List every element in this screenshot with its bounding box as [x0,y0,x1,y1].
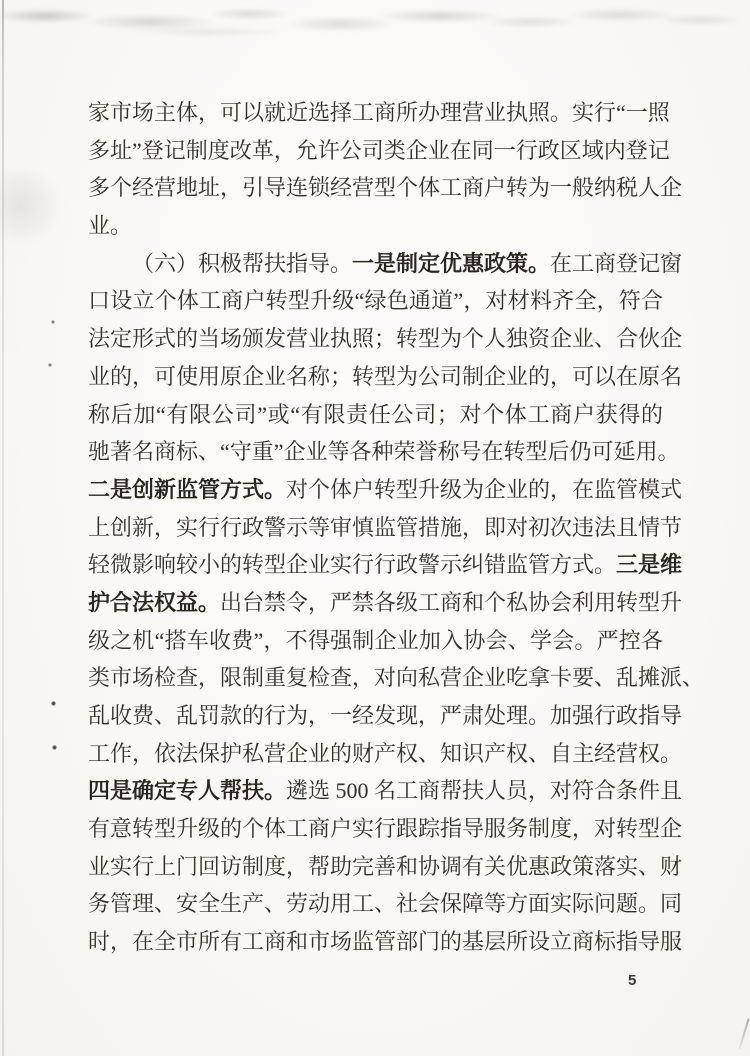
line-segment: 有意转型升级的个体工商户实行跟踪指导服务制度，对转型企 [88,816,683,842]
text-line [88,169,683,207]
line-segment-bold: 三是维 [616,552,683,578]
text-line [88,697,683,735]
text-line [88,471,683,509]
text-line [88,622,663,660]
text-line [88,320,683,358]
text-line [88,735,683,773]
page-number: 5 [628,972,638,989]
text-line [88,923,683,961]
text-line [88,358,683,396]
scan-crease [738,1018,749,1049]
text-line [88,772,683,810]
line-segment: 驰著名商标、“守重”企业等各种荣誉称号在转型后仍可延用。 [88,439,680,465]
text-line [88,885,683,923]
line-segment: 乱收费、乱罚款的行为，一经发现，严肃处理。加强行政指导 [88,703,683,728]
text-line [88,659,705,697]
line-segment-bold: 四是确定专人帮扶。 [88,778,287,804]
line-segment: 出台禁令，严禁各级工商和个私协会利用转型升 [220,589,683,615]
scan-smudge-left [0,170,70,240]
line-segment: 时，在全市所有工商和市场监管部门的基层所设立商标指导服 [88,929,683,955]
line-segment: 级之机“搭车收费”，不得强制企业加入协会、学会。严控各 [88,627,663,653]
ink-dot [51,320,55,324]
ink-dot [48,363,52,367]
line-segment: 家市场主体，可以就近选择工商所办理营业执照。实行“一照 [88,100,670,125]
text-line [88,546,683,584]
line-segment: 类市场检查，限制重复检查，对向私营企业吃拿卡要、乱摊派、 [88,665,705,691]
text-line [88,848,683,886]
line-segment-bold: 二是创新监管方式。 [88,476,287,502]
line-segment: 多个经营地址，引导连锁经营型个体工商户转为一般纳税人企 [88,175,683,201]
text-line [88,509,683,547]
line-segment: 轻微影响较小的转型企业实行行政警示纠错监管方式。 [88,552,617,578]
text-line [88,433,680,471]
text-line [88,810,683,848]
line-segment: 上创新，实行行政警示等审慎监管措施，即对初次违法且情节 [88,514,683,540]
body-text [88,94,705,961]
scan-smudge-top [0,2,750,42]
line-segment: 对个体户转型升级为企业的，在监管模式 [286,476,683,502]
line-segment: 工作，依法保护私营企业的财产权、知识产权、自主经营权。 [88,740,683,766]
text-line [88,132,670,170]
line-segment: 在工商登记窗 [550,250,683,276]
line-segment: 业。 [88,213,133,239]
line-segment: 务管理、安全生产、劳动用工、社会保障等方面实际问题。同 [88,891,683,917]
line-segment: 业实行上门回访制度，帮助完善和协调有关优惠政策落实、财 [88,853,683,879]
line-segment-bold: 护合法权益。 [88,589,221,615]
line-segment: 多址”登记制度改革，允许公司类企业在同一行政区域内登记 [88,137,670,163]
line-segment: （六）积极帮扶指导。 [132,250,353,276]
line-segment: 口设立个体工商户转型升级“绿色通道”，对材料齐全，符合 [88,288,663,314]
text-line [88,207,663,245]
line-segment-bold: 一是制定优惠政策。 [352,250,551,276]
text-line-section-heading [88,245,683,283]
text-line [88,282,663,320]
ink-dot [52,745,57,750]
line-segment: 法定形式的当场颁发营业执照；转型为个人独资企业、合伙企 [88,326,683,352]
line-segment: 称后加“有限公司”或“有限责任公司；对个体工商户获得的 [88,401,663,427]
line-segment: 遴选 500 名工商帮扶人员，对符合条件且 [286,778,683,804]
text-line [88,94,670,132]
scan-edge-line [2,0,4,1056]
line-segment: 业的，可使用原企业名称；转型为公司制企业的，可以在原名 [88,363,683,389]
text-line [88,584,683,622]
ink-dot [51,701,56,706]
text-line [88,396,663,434]
